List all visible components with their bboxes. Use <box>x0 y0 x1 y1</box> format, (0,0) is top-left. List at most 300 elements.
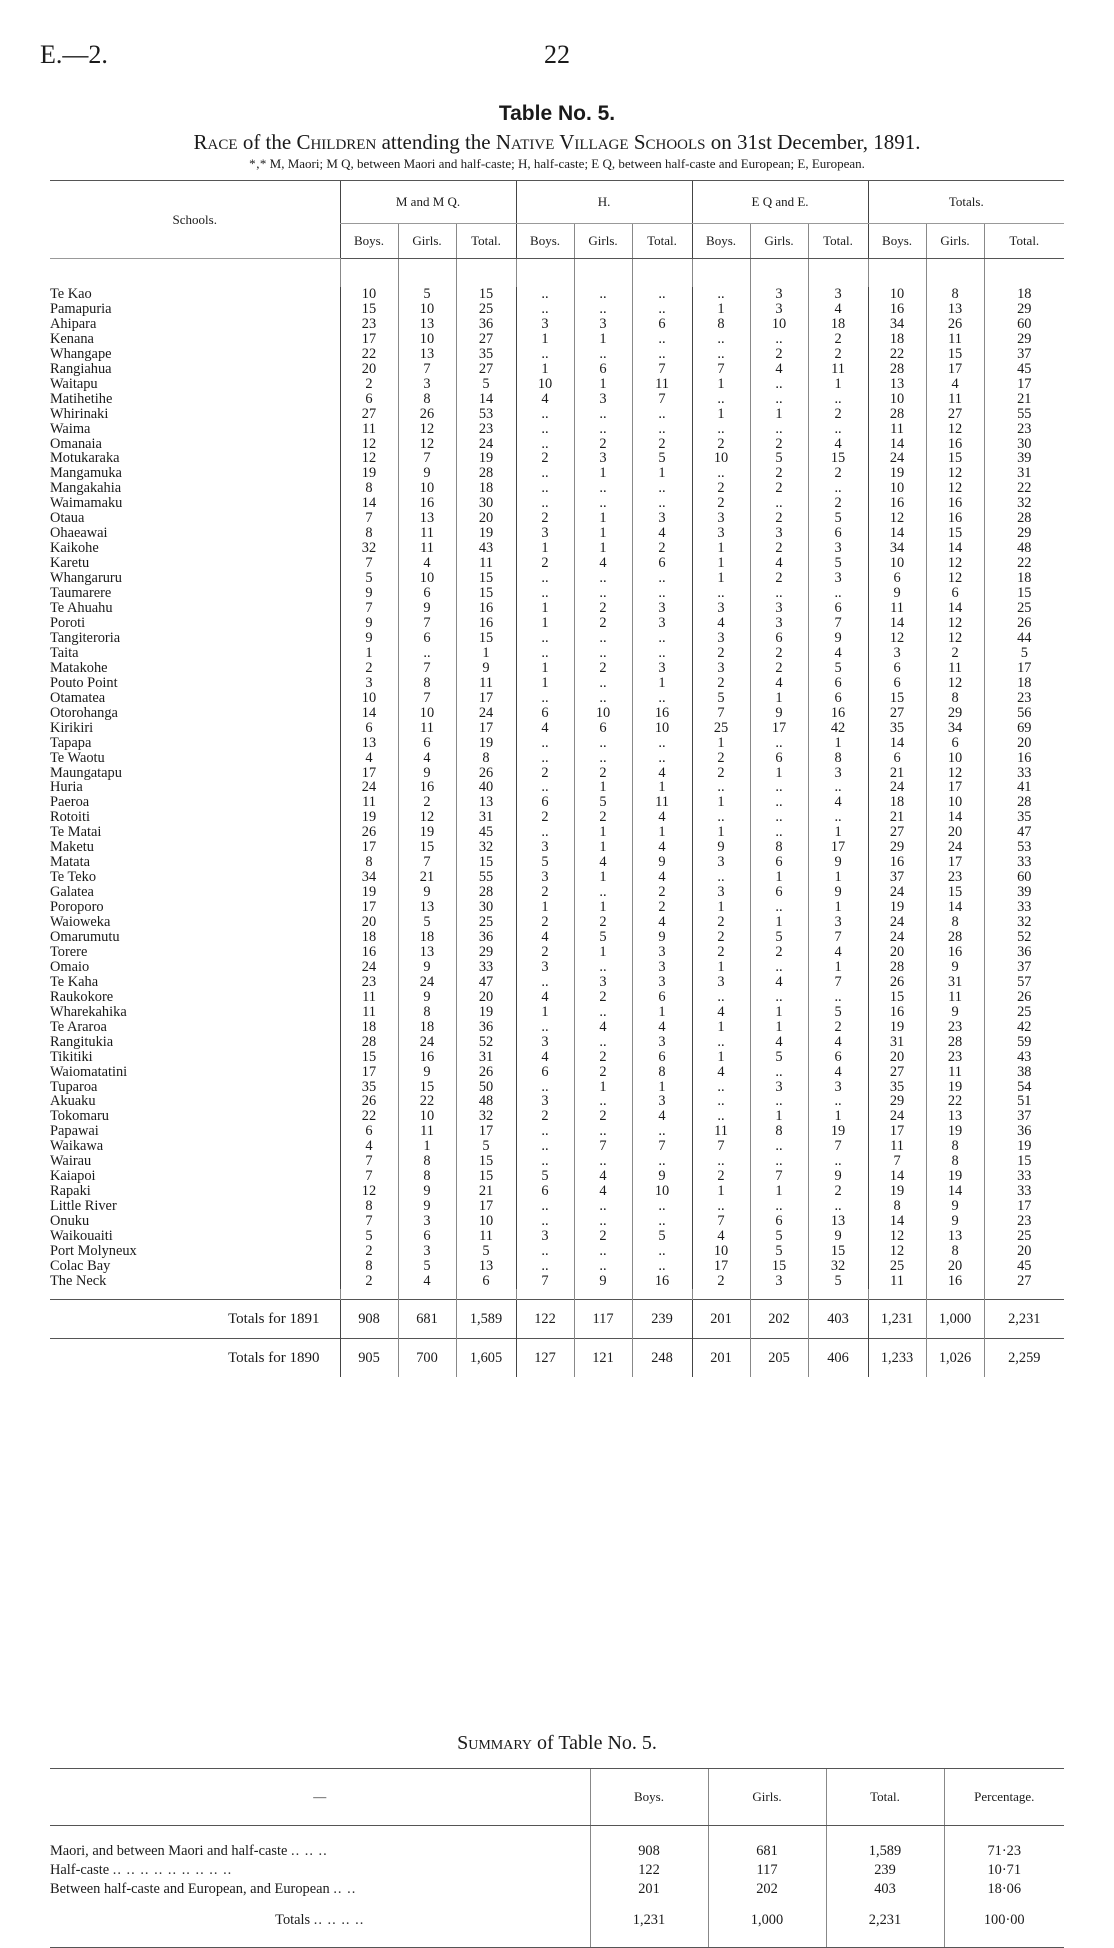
summary-total-cell: 100·00 <box>944 1899 1064 1941</box>
value-cell: 9 <box>398 601 456 616</box>
table-row <box>50 407 1064 422</box>
value-cell: 3 <box>632 601 692 616</box>
school-name: Kenana <box>50 330 94 347</box>
value-cell: 47 <box>456 975 516 990</box>
value-cell: 23 <box>340 317 398 332</box>
value-cell: 5 <box>516 855 574 870</box>
value-cell: 16 <box>926 1274 984 1289</box>
value-cell: 10 <box>868 481 926 496</box>
value-cell: 1 <box>632 466 692 481</box>
summary-row <box>50 1826 1064 1862</box>
summary-body <box>50 1826 1064 1900</box>
value-cell: 18 <box>984 287 1064 302</box>
table-row <box>50 481 1064 496</box>
summary-total-dots: .. .. .. .. <box>313 1912 365 1928</box>
value-cell: 4 <box>398 1274 456 1289</box>
value-cell: 33 <box>984 1169 1064 1184</box>
value-cell: 2 <box>574 601 632 616</box>
value-cell: 17 <box>340 332 398 347</box>
value-cell: 3 <box>632 975 692 990</box>
value-cell: 10 <box>398 481 456 496</box>
page-header <box>40 40 1074 76</box>
value-cell: .. <box>516 751 574 766</box>
subtitle-schools: Schools <box>628 130 706 154</box>
school-name: Tuparoa <box>50 1078 98 1095</box>
table-row <box>50 721 1064 736</box>
school-name: Port Molyneux <box>50 1243 137 1259</box>
value-cell: 43 <box>984 1050 1064 1065</box>
value-cell: 2 <box>808 347 868 362</box>
school-cell <box>50 1184 340 1199</box>
subtitle-race: Race <box>193 130 238 154</box>
value-cell: 8 <box>808 751 868 766</box>
school-name: Wairau <box>50 1153 92 1170</box>
value-cell: 50 <box>456 1080 516 1095</box>
value-cell: .. <box>750 392 808 407</box>
value-cell: 9 <box>632 1169 692 1184</box>
value-cell: .. <box>808 392 868 407</box>
value-cell: 21 <box>398 870 456 885</box>
value-cell: 25 <box>984 601 1064 616</box>
value-cell: 4 <box>692 1065 750 1080</box>
table-row <box>50 1229 1064 1244</box>
value-cell: 6 <box>632 317 692 332</box>
value-cell: 19 <box>808 1124 868 1139</box>
school-cell <box>50 1259 340 1274</box>
value-cell: 35 <box>456 347 516 362</box>
value-cell: .. <box>750 422 808 437</box>
value-cell: 26 <box>340 1094 398 1109</box>
school-name: Rangitukia <box>50 1033 114 1050</box>
table-body <box>50 259 1064 1300</box>
value-cell: 7 <box>750 1169 808 1184</box>
value-cell: 7 <box>398 362 456 377</box>
value-cell: 18 <box>984 676 1064 691</box>
table-row <box>50 1065 1064 1080</box>
value-cell: .. <box>808 1154 868 1169</box>
value-cell: 1 <box>692 900 750 915</box>
value-cell: 2 <box>516 451 574 466</box>
summary-header-dash: — <box>50 1769 590 1826</box>
school-cell <box>50 900 340 915</box>
value-cell: 6 <box>868 571 926 586</box>
value-cell: 24 <box>340 960 398 975</box>
value-cell: 1 <box>516 661 574 676</box>
value-cell: .. <box>516 481 574 496</box>
value-cell: 60 <box>984 870 1064 885</box>
value-cell: 32 <box>340 541 398 556</box>
value-cell: 26 <box>456 766 516 781</box>
value-cell: 2 <box>574 661 632 676</box>
value-cell: 4 <box>750 1035 808 1050</box>
value-cell: .. <box>632 287 692 302</box>
value-cell: 9 <box>808 1229 868 1244</box>
value-cell: 13 <box>926 302 984 317</box>
value-cell: 2 <box>574 1109 632 1124</box>
value-cell: .. <box>574 1005 632 1020</box>
value-cell: 3 <box>692 661 750 676</box>
value-cell: .. <box>750 496 808 511</box>
value-cell: 3 <box>632 1035 692 1050</box>
value-cell: .. <box>574 347 632 362</box>
value-cell: 16 <box>926 496 984 511</box>
value-cell: 24 <box>868 915 926 930</box>
value-cell: 1 <box>750 407 808 422</box>
school-name: Te Waotu <box>50 749 105 766</box>
subtitle-native-village: Native Village <box>495 130 629 154</box>
school-name: Otorohanga <box>50 704 118 721</box>
school-cell <box>50 915 340 930</box>
value-cell: 6 <box>808 676 868 691</box>
value-cell: 16 <box>926 437 984 452</box>
value-cell: .. <box>574 1035 632 1050</box>
table-row <box>50 511 1064 526</box>
value-cell: .. <box>574 1199 632 1214</box>
value-cell: 12 <box>926 616 984 631</box>
value-cell: 2 <box>692 496 750 511</box>
value-cell: 3 <box>574 451 632 466</box>
summary-cell: 10·71 <box>944 1861 1064 1880</box>
value-cell: 21 <box>868 810 926 825</box>
value-cell: 2 <box>692 646 750 661</box>
table-row <box>50 302 1064 317</box>
value-cell: 15 <box>984 586 1064 601</box>
value-cell: 10 <box>750 317 808 332</box>
school-cell <box>50 287 340 302</box>
value-cell: .. <box>750 825 808 840</box>
table-row <box>50 362 1064 377</box>
value-cell: 2 <box>340 1244 398 1259</box>
table-row <box>50 930 1064 945</box>
totals-cell: 127 <box>516 1338 574 1377</box>
value-cell: 11 <box>926 1065 984 1080</box>
value-cell: 4 <box>574 1184 632 1199</box>
value-cell: 26 <box>398 407 456 422</box>
table-row <box>50 347 1064 362</box>
value-cell: 16 <box>984 751 1064 766</box>
value-cell: 24 <box>868 1109 926 1124</box>
school-cell <box>50 302 340 317</box>
school-name: Whangape <box>50 345 112 362</box>
value-cell: 5 <box>456 1244 516 1259</box>
school-name: Torere <box>50 943 88 960</box>
school-cell <box>50 451 340 466</box>
value-cell: 2 <box>574 766 632 781</box>
school-name: Galatea <box>50 884 94 901</box>
value-cell: 2 <box>340 377 398 392</box>
value-cell: 7 <box>808 616 868 631</box>
school-name: Raukokore <box>50 988 114 1005</box>
value-cell: 17 <box>456 1124 516 1139</box>
school-name: Te Kaha <box>50 973 99 990</box>
value-cell: .. <box>516 347 574 362</box>
value-cell: 36 <box>456 317 516 332</box>
value-cell: 17 <box>926 855 984 870</box>
value-cell: 4 <box>808 795 868 810</box>
value-cell: 54 <box>984 1080 1064 1095</box>
value-cell: 2 <box>574 990 632 1005</box>
totals-cell: 2,231 <box>984 1299 1064 1338</box>
value-cell: 9 <box>926 1214 984 1229</box>
value-cell: 9 <box>340 586 398 601</box>
value-cell: 1 <box>574 825 632 840</box>
value-cell: .. <box>516 825 574 840</box>
value-cell: 9 <box>808 631 868 646</box>
value-cell: 13 <box>398 511 456 526</box>
value-cell: 5 <box>398 1259 456 1274</box>
value-cell: 33 <box>456 960 516 975</box>
value-cell: .. <box>516 1154 574 1169</box>
table-row <box>50 526 1064 541</box>
value-cell: 27 <box>456 332 516 347</box>
value-cell: 35 <box>868 1080 926 1095</box>
table-row <box>50 1169 1064 1184</box>
totals-cell: 1,233 <box>868 1338 926 1377</box>
value-cell: 5 <box>808 661 868 676</box>
value-cell: 22 <box>868 347 926 362</box>
value-cell: 4 <box>808 945 868 960</box>
value-cell: 9 <box>340 616 398 631</box>
value-cell: 6 <box>398 736 456 751</box>
value-cell: .. <box>574 1259 632 1274</box>
value-cell: 3 <box>808 766 868 781</box>
value-cell: .. <box>516 631 574 646</box>
value-cell: 6 <box>868 751 926 766</box>
value-cell: .. <box>750 990 808 1005</box>
value-cell: 23 <box>456 422 516 437</box>
value-cell: 28 <box>868 960 926 975</box>
summary-row <box>50 1861 1064 1880</box>
school-name: Paeroa <box>50 794 90 811</box>
value-cell: 20 <box>926 1259 984 1274</box>
subheader-boys: Boys. <box>516 224 574 259</box>
value-cell: 2 <box>574 915 632 930</box>
value-cell: 2 <box>808 1020 868 1035</box>
school-name: Pouto Point <box>50 674 118 691</box>
value-cell: 7 <box>398 661 456 676</box>
value-cell: 2 <box>632 885 692 900</box>
value-cell: 23 <box>984 1214 1064 1229</box>
value-cell: 6 <box>516 1065 574 1080</box>
value-cell: 2 <box>516 810 574 825</box>
value-cell: 8 <box>926 287 984 302</box>
value-cell: 33 <box>984 855 1064 870</box>
school-cell <box>50 885 340 900</box>
value-cell: 14 <box>868 1169 926 1184</box>
value-cell: 2 <box>692 437 750 452</box>
value-cell: .. <box>632 407 692 422</box>
value-cell: 34 <box>868 541 926 556</box>
value-cell: 11 <box>692 1124 750 1139</box>
totals-cell: 905 <box>340 1338 398 1377</box>
value-cell: 27 <box>868 706 926 721</box>
value-cell: 3 <box>516 960 574 975</box>
totals-cell: 681 <box>398 1299 456 1338</box>
value-cell: 43 <box>456 541 516 556</box>
value-cell: .. <box>516 1139 574 1154</box>
summary-cell: 71·23 <box>944 1826 1064 1862</box>
table-row <box>50 840 1064 855</box>
value-cell: 18 <box>984 571 1064 586</box>
value-cell: 24 <box>926 840 984 855</box>
value-cell: 2 <box>692 766 750 781</box>
value-cell: 41 <box>984 780 1064 795</box>
value-cell: 6 <box>750 1214 808 1229</box>
value-cell: .. <box>692 1035 750 1050</box>
value-cell: 1 <box>516 616 574 631</box>
value-cell: 28 <box>926 930 984 945</box>
schools-header: Schools. <box>50 181 340 259</box>
value-cell: 1 <box>516 541 574 556</box>
value-cell: 6 <box>340 1124 398 1139</box>
value-cell: 1 <box>574 541 632 556</box>
value-cell: 18 <box>340 1020 398 1035</box>
table-row <box>50 1020 1064 1035</box>
value-cell: 6 <box>926 586 984 601</box>
value-cell: 3 <box>692 526 750 541</box>
value-cell: 7 <box>398 451 456 466</box>
value-cell: .. <box>574 407 632 422</box>
summary-table <box>50 1768 1064 1948</box>
value-cell: 2 <box>516 915 574 930</box>
value-cell: .. <box>574 1154 632 1169</box>
value-cell: 10 <box>868 287 926 302</box>
value-cell: 5 <box>398 915 456 930</box>
value-cell: 2 <box>574 1065 632 1080</box>
value-cell: 16 <box>926 945 984 960</box>
value-cell: 1 <box>750 691 808 706</box>
subtitle-attending: attending the <box>376 130 496 154</box>
value-cell: 1 <box>574 780 632 795</box>
value-cell: 8 <box>868 1199 926 1214</box>
value-cell: 3 <box>692 885 750 900</box>
value-cell: 17 <box>340 766 398 781</box>
table-row <box>50 646 1064 661</box>
value-cell: 15 <box>750 1259 808 1274</box>
school-cell <box>50 1020 340 1035</box>
value-cell: 8 <box>340 526 398 541</box>
value-cell: 1 <box>574 526 632 541</box>
value-cell: 4 <box>692 1229 750 1244</box>
value-cell: 15 <box>926 451 984 466</box>
value-cell: .. <box>692 780 750 795</box>
table-row <box>50 885 1064 900</box>
value-cell: .. <box>516 1214 574 1229</box>
value-cell: 6 <box>808 526 868 541</box>
value-cell: 48 <box>984 541 1064 556</box>
value-cell: 22 <box>984 556 1064 571</box>
value-cell: 33 <box>984 766 1064 781</box>
table-row <box>50 1109 1064 1124</box>
summary-dots: .. .. <box>333 1881 357 1897</box>
school-name: Te Kao <box>50 286 92 302</box>
value-cell: 23 <box>926 1020 984 1035</box>
school-cell <box>50 496 340 511</box>
school-cell <box>50 810 340 825</box>
school-cell <box>50 1154 340 1169</box>
value-cell: 45 <box>984 362 1064 377</box>
value-cell: 19 <box>456 526 516 541</box>
value-cell: 25 <box>456 302 516 317</box>
value-cell: .. <box>574 481 632 496</box>
value-cell: 12 <box>926 631 984 646</box>
subheader-total: Total. <box>456 224 516 259</box>
school-name: Colac Bay <box>50 1257 111 1274</box>
totals-cell: 1,026 <box>926 1338 984 1377</box>
value-cell: 10 <box>398 706 456 721</box>
value-cell: 17 <box>456 721 516 736</box>
school-name: Poroporo <box>50 899 104 916</box>
value-cell: 12 <box>926 676 984 691</box>
table-row <box>50 1005 1064 1020</box>
value-cell: 1 <box>516 362 574 377</box>
summary-cell: 122 <box>590 1861 708 1880</box>
value-cell: 1 <box>692 407 750 422</box>
value-cell: 12 <box>926 766 984 781</box>
value-cell: .. <box>632 422 692 437</box>
value-cell: 3 <box>574 317 632 332</box>
value-cell: 19 <box>340 885 398 900</box>
value-cell: 4 <box>632 766 692 781</box>
value-cell: 11 <box>926 392 984 407</box>
value-cell: 9 <box>398 466 456 481</box>
value-cell: .. <box>516 1020 574 1035</box>
value-cell: 17 <box>456 691 516 706</box>
table-row <box>50 691 1064 706</box>
value-cell: 11 <box>398 721 456 736</box>
value-cell: 4 <box>632 915 692 930</box>
value-cell: .. <box>808 1094 868 1109</box>
value-cell: 8 <box>750 840 808 855</box>
table-row <box>50 706 1064 721</box>
value-cell: 7 <box>632 1139 692 1154</box>
value-cell: 3 <box>516 1094 574 1109</box>
value-cell: .. <box>808 1199 868 1214</box>
value-cell: 1 <box>632 825 692 840</box>
value-cell: 9 <box>750 706 808 721</box>
school-name: Tangiteroria <box>50 629 121 646</box>
value-cell: 26 <box>984 990 1064 1005</box>
value-cell: 7 <box>398 691 456 706</box>
totals-cell: 121 <box>574 1338 632 1377</box>
value-cell: 5 <box>632 451 692 466</box>
totals-label: Totals for 1890 <box>50 1338 340 1377</box>
school-name: Matata <box>50 854 90 871</box>
summary-cell: 239 <box>826 1861 944 1880</box>
table-row <box>50 451 1064 466</box>
totals-cell: 1,231 <box>868 1299 926 1338</box>
value-cell: 3 <box>750 1274 808 1289</box>
value-cell: 19 <box>868 1184 926 1199</box>
value-cell: 3 <box>808 287 868 302</box>
value-cell: 1 <box>574 511 632 526</box>
value-cell: 10 <box>456 1214 516 1229</box>
value-cell: 11 <box>926 332 984 347</box>
subheader-girls: Girls. <box>750 224 808 259</box>
value-cell: 15 <box>808 1244 868 1259</box>
value-cell: .. <box>632 646 692 661</box>
table-row <box>50 1259 1064 1274</box>
value-cell: 1 <box>692 541 750 556</box>
value-cell: 15 <box>926 526 984 541</box>
value-cell: 19 <box>456 1005 516 1020</box>
value-cell: 28 <box>984 795 1064 810</box>
value-cell: 1 <box>574 332 632 347</box>
school-cell <box>50 466 340 481</box>
value-cell: 8 <box>398 1154 456 1169</box>
value-cell: 6 <box>750 855 808 870</box>
value-cell: 16 <box>456 616 516 631</box>
